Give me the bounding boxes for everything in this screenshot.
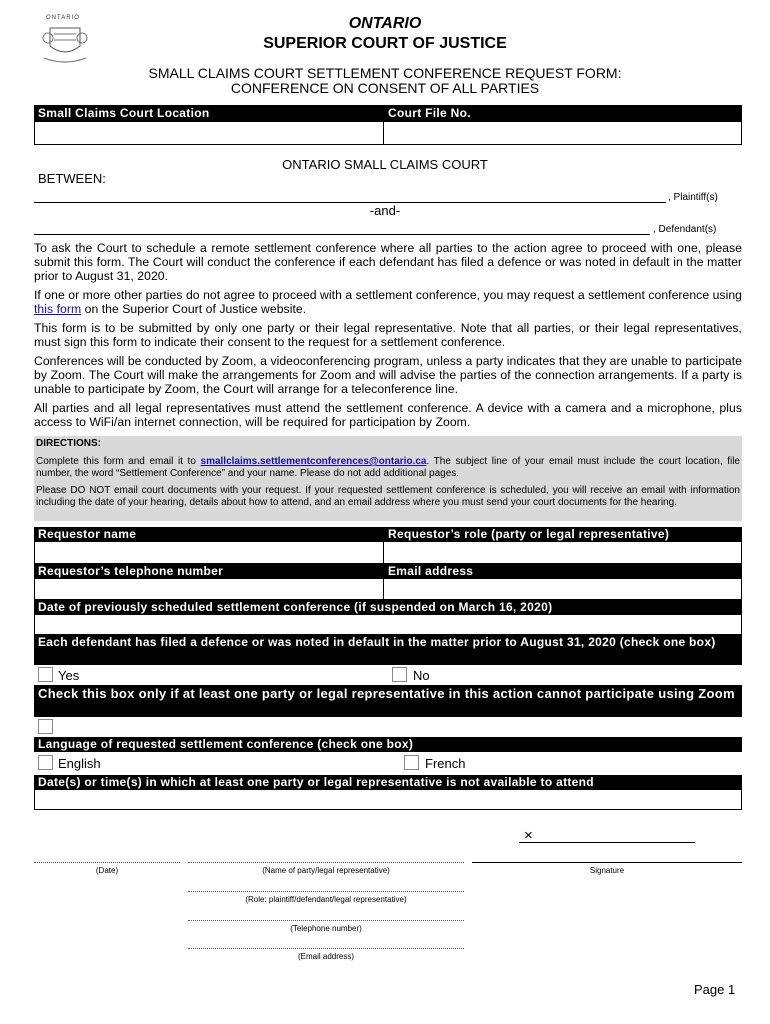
directions-text-a: Complete this form and email it to — [36, 456, 201, 467]
email-link[interactable]: smallclaims.settlementconferences@ontario.ca — [200, 456, 427, 467]
french-checkbox[interactable] — [404, 755, 419, 770]
form-title-line-2: CONFERENCE ON CONSENT OF ALL PARTIES — [230, 80, 540, 96]
email-address-input[interactable] — [383, 579, 742, 600]
signature-line[interactable] — [472, 862, 742, 863]
defendant-line[interactable] — [34, 234, 650, 235]
location-input[interactable] — [34, 122, 384, 145]
directions-email-text — [36, 456, 740, 480]
directions-text-b: . The subject line of your email must include the court location, file number, the word “Settlement Conference” and your name. Please do not add additional pages. — [36, 456, 740, 479]
french-label: French — [425, 756, 466, 771]
signature-label: Signature — [589, 866, 625, 875]
alternate-form-paragraph — [34, 288, 742, 316]
between-label: BETWEEN: — [38, 171, 106, 186]
phone-label: (Telephone number) — [290, 924, 362, 933]
directions-warning-text: Please DO NOT email court documents with your request. If your requested settlement conference is scheduled, you will receive an email with information including the date of your hearing, details about how to attend, and an email address where you must send your court documents for the hearing. — [36, 485, 740, 508]
file-no-input[interactable] — [383, 122, 742, 145]
zoom-question: Check this box only if at least one party or legal representative in this action cannot participate using Zoom — [34, 685, 742, 717]
english-label: English — [58, 756, 101, 771]
province-title: ONTARIO — [348, 15, 422, 32]
previous-date-input[interactable] — [34, 615, 742, 635]
yes-label: Yes — [58, 668, 80, 683]
unavailable-question: Date(s) or time(s) in which at least one party or legal representative is not available to attend — [34, 775, 742, 790]
defence-question: Each defendant has filed a defence or was noted in default in the matter prior to August 31, 2020 (check one box) — [34, 635, 742, 665]
unavailable-input[interactable] — [34, 790, 742, 810]
this-form-link[interactable]: this form — [34, 302, 82, 316]
alternate-text-a: If one or more other parties do not agree to proceed with a settlement conference, you may request a settlement conference using — [34, 288, 742, 302]
alternate-text-b: on the Superior Court of Justice website. — [81, 302, 307, 316]
attendance-paragraph: All parties and all legal representatives must attend the settlement conference. A device with a camera and a microphone, plus access to WiFi/an internet connection, will be required for participation by Zoom. — [34, 401, 742, 429]
english-checkbox[interactable] — [38, 755, 53, 770]
and-label: -and- — [369, 203, 401, 218]
no-checkbox[interactable] — [392, 667, 407, 682]
defendant-label: , Defendant(s) — [653, 224, 717, 235]
name-line[interactable] — [188, 862, 464, 863]
phone-line[interactable] — [188, 920, 464, 921]
form-title-line-1: SMALL CLAIMS COURT SETTLEMENT CONFERENCE REQUEST FORM: — [148, 65, 622, 81]
language-question: Language of requested settlement conference (check one box) — [34, 737, 742, 752]
requestor-role-label: Requestor’s role (party or legal representative) — [384, 527, 742, 542]
signature-x-line[interactable] — [519, 842, 695, 843]
date-label: (Date) — [95, 866, 119, 875]
zoom-checkbox[interactable] — [38, 719, 53, 734]
requestor-name-input[interactable] — [34, 542, 384, 564]
signature-x-mark: × — [524, 827, 533, 844]
email-label: (Email address) — [297, 952, 354, 961]
submission-paragraph: This form is to be submitted by only one party or their legal representative. Note that all parties, or their legal representatives, must sign this form to indicate their consent to the request for a settlement conference. — [34, 321, 742, 349]
court-title: SUPERIOR COURT OF JUSTICE — [263, 35, 507, 52]
file-no-label: Court File No. — [384, 105, 742, 122]
email-line[interactable] — [188, 948, 464, 949]
page-number: Page 1 — [694, 982, 736, 997]
role-line[interactable] — [188, 891, 464, 892]
name-label: (Name of party/legal representative) — [262, 866, 390, 875]
no-label: No — [413, 668, 430, 683]
requestor-phone-label: Requestor’s telephone number — [34, 564, 384, 579]
crest-text: ONTARIO — [46, 15, 80, 21]
zoom-paragraph: Conferences will be conducted by Zoom, a videoconferencing program, unless a party indicates that they are unable to participate by Zoom. The Court will make the arrangements for Zoom and will advise the parties of the connection arrangements. If a party is unable to participate by Zoom, the Court will arrange for a teleconference line. — [34, 354, 742, 396]
email-address-label: Email address — [384, 564, 742, 579]
location-label: Small Claims Court Location — [34, 105, 384, 122]
requestor-name-label: Requestor name — [34, 527, 384, 542]
intro-paragraph: To ask the Court to schedule a remote settlement conference where all parties to the action agree to proceed with one, please submit this form. The Court will conduct the conference if each defendant has filed a defence or was noted in default in the matter prior to August 31, 2020. — [34, 241, 742, 283]
role-label: (Role: plaintiff/defendant/legal representative) — [245, 895, 407, 904]
requestor-role-input[interactable] — [383, 542, 742, 564]
previous-date-label: Date of previously scheduled settlement conference (if suspended on March 16, 2020) — [34, 600, 742, 615]
form-title — [0, 66, 770, 96]
date-line[interactable] — [34, 862, 180, 863]
court-name: ONTARIO SMALL CLAIMS COURT — [282, 157, 488, 172]
yes-checkbox[interactable] — [38, 667, 53, 682]
directions-title: DIRECTIONS: — [36, 438, 101, 449]
requestor-phone-input[interactable] — [34, 579, 384, 600]
plaintiff-label: , Plaintiff(s) — [668, 192, 718, 203]
